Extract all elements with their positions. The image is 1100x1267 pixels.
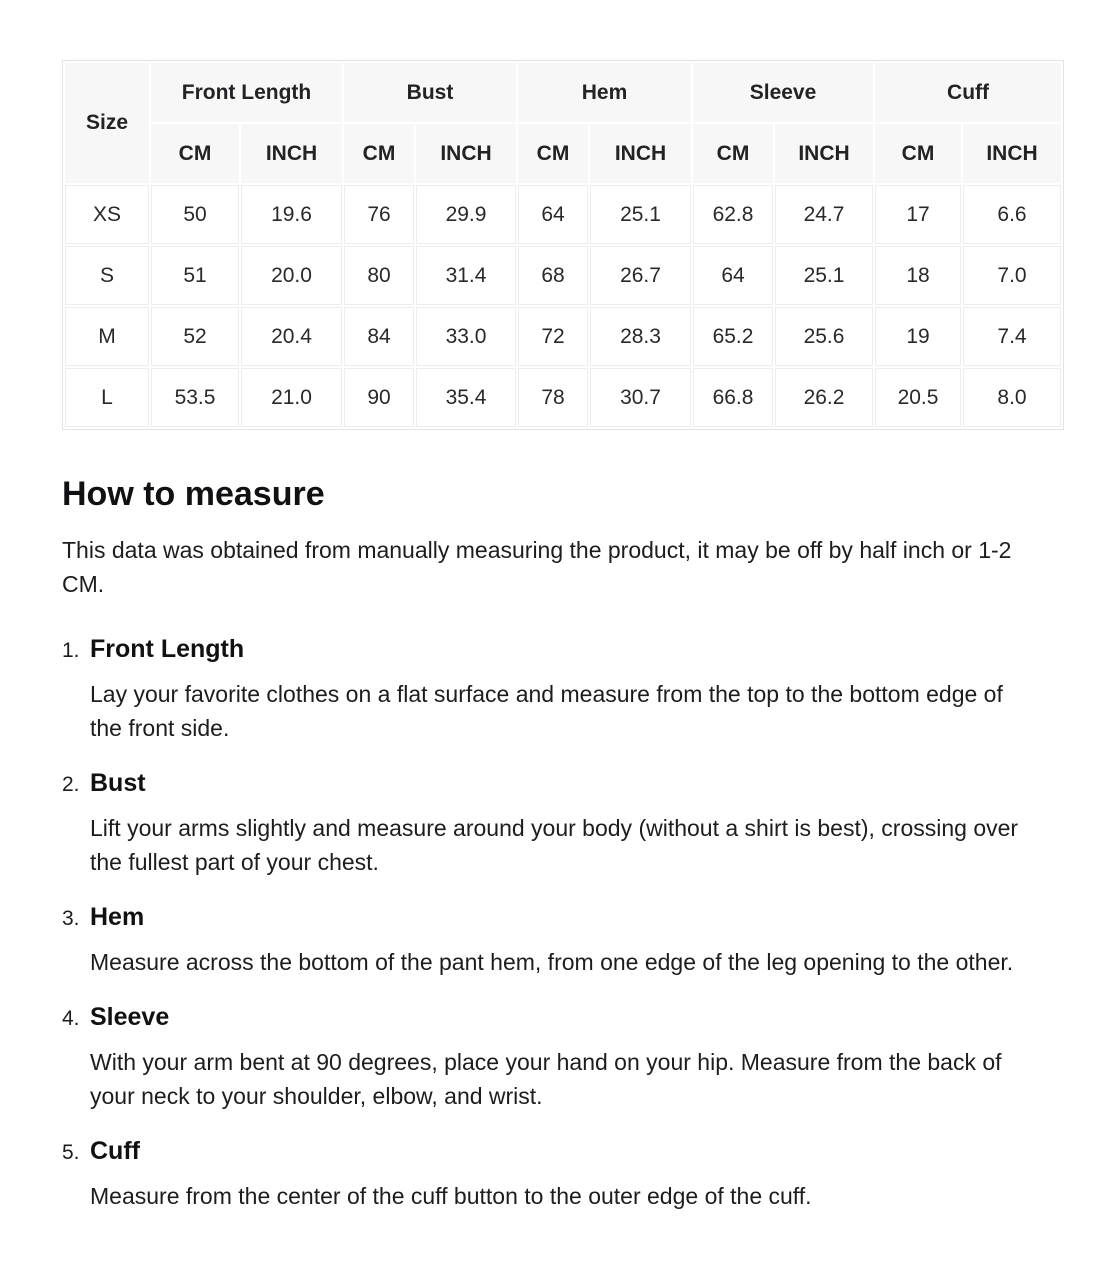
measurement-cell: 18 [875,246,961,305]
measurement-cell: 20.0 [241,246,342,305]
unit-header-cm: CM [344,124,414,183]
measurement-cell: 51 [151,246,239,305]
unit-header-inch: INCH [241,124,342,183]
group-header-sleeve: Sleeve [693,63,873,122]
measurement-cell: 50 [151,185,239,244]
measure-steps-list [62,633,1038,1213]
measurement-cell: 76 [344,185,414,244]
step-heading [62,633,1038,665]
measurement-cell: 20.4 [241,307,342,366]
table-row [65,307,1061,366]
measurement-cell: 29.9 [416,185,516,244]
step-description: With your arm bent at 90 degrees, place your hand on your hip. Measure from the back of your neck to your shoulder, elbow, and wrist. [90,1048,1002,1109]
size-column-header: Size [65,63,149,183]
measurement-cell: 19.6 [241,185,342,244]
step-front-length [62,633,1038,745]
step-description: Measure across the bottom of the pant hem, from one edge of the leg opening to the other. [90,948,1014,975]
step-bust [62,767,1038,879]
measurement-cell: 31.4 [416,246,516,305]
step-cuff [62,1135,1038,1213]
size-cell: S [65,246,149,305]
measurement-cell: 90 [344,368,414,427]
measurement-cell: 28.3 [590,307,691,366]
size-cell: M [65,307,149,366]
measurement-cell: 25.1 [775,246,873,305]
step-description: Lift your arms slightly and measure around your body (without a shirt is best), crossing over the fullest part of your chest. [90,814,1019,875]
step-heading [62,901,1038,933]
measurement-cell: 7.4 [963,307,1061,366]
measurement-cell: 8.0 [963,368,1061,427]
step-heading [62,1001,1038,1033]
measurement-cell: 64 [518,185,588,244]
measurement-disclaimer-text: This data was obtained from manually measuring the product, it may be off by half inch or 1-2 CM. [62,536,1012,597]
unit-header-inch: INCH [963,124,1061,183]
unit-header-inch: INCH [590,124,691,183]
measurement-cell: 21.0 [241,368,342,427]
step-title: Front Length [90,634,245,663]
measurement-cell: 33.0 [416,307,516,366]
step-heading [62,767,1038,799]
step-sleeve [62,1001,1038,1113]
measurement-cell: 53.5 [151,368,239,427]
measurement-cell: 26.7 [590,246,691,305]
step-heading [62,1135,1038,1167]
unit-header-inch: INCH [416,124,516,183]
measurement-cell: 62.8 [693,185,773,244]
measurement-cell: 24.7 [775,185,873,244]
how-to-measure-heading: How to measure [62,475,325,513]
measurement-cell: 52 [151,307,239,366]
step-number: 4. [62,1006,80,1030]
measurement-cell: 17 [875,185,961,244]
measurement-cell: 64 [693,246,773,305]
group-header-front-length: Front Length [151,63,342,122]
group-header-hem: Hem [518,63,691,122]
table-row [65,246,1061,305]
step-title: Hem [90,902,145,931]
step-description: Measure from the center of the cuff button to the outer edge of the cuff. [90,1182,812,1209]
unit-header-cm: CM [693,124,773,183]
unit-header-cm: CM [875,124,961,183]
step-number: 2. [62,772,80,796]
measurement-cell: 26.2 [775,368,873,427]
step-title: Cuff [90,1136,140,1165]
step-number: 5. [62,1140,80,1164]
measurement-cell: 84 [344,307,414,366]
measurement-cell: 25.6 [775,307,873,366]
group-header-cuff: Cuff [875,63,1061,122]
size-cell: L [65,368,149,427]
size-cell: XS [65,185,149,244]
measurement-cell: 7.0 [963,246,1061,305]
size-chart-table [62,60,1064,430]
measurement-cell: 35.4 [416,368,516,427]
unit-header-cm: CM [518,124,588,183]
measurement-cell: 78 [518,368,588,427]
step-title: Bust [90,768,146,797]
measurement-cell: 80 [344,246,414,305]
step-title: Sleeve [90,1002,170,1031]
table-unit-header-row [65,124,1061,183]
unit-header-inch: INCH [775,124,873,183]
table-group-header-row [65,63,1061,122]
step-number: 3. [62,906,80,930]
measurement-cell: 19 [875,307,961,366]
unit-header-cm: CM [151,124,239,183]
table-row [65,368,1061,427]
step-number: 1. [62,638,80,662]
measurement-cell: 25.1 [590,185,691,244]
measurement-cell: 30.7 [590,368,691,427]
measurement-cell: 68 [518,246,588,305]
measurement-cell: 20.5 [875,368,961,427]
measurement-cell: 6.6 [963,185,1061,244]
step-description: Lay your favorite clothes on a flat surface and measure from the top to the bottom edge of the front side. [90,680,1003,741]
step-hem [62,901,1038,979]
group-header-bust: Bust [344,63,516,122]
measurement-cell: 66.8 [693,368,773,427]
measurement-cell: 72 [518,307,588,366]
measurement-cell: 65.2 [693,307,773,366]
table-row [65,185,1061,244]
